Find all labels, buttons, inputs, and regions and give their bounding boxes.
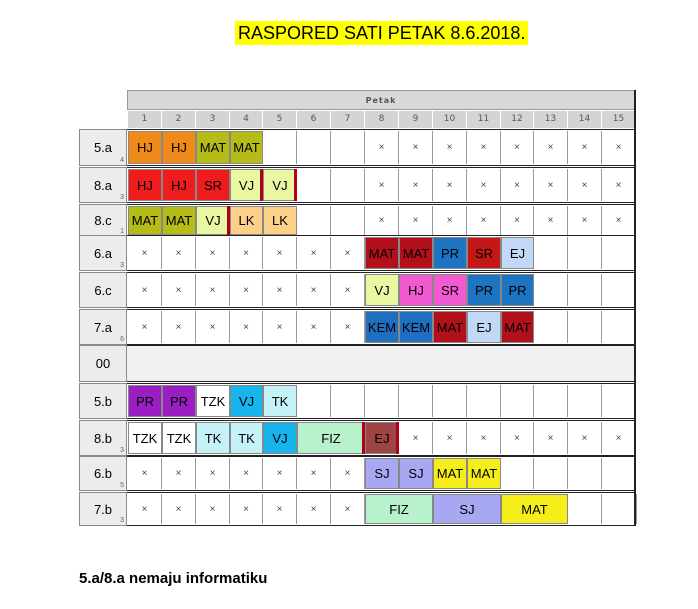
empty-cell <box>331 385 365 417</box>
class-label <box>79 383 127 419</box>
lesson-cell[interactable]: SJ <box>433 494 501 524</box>
class-name: 5.a <box>93 140 113 155</box>
unavailable-cell: × <box>162 311 196 343</box>
unavailable-cell: × <box>128 458 162 489</box>
unavailable-cell: × <box>297 311 331 343</box>
lesson-cell[interactable]: MAT <box>196 131 230 164</box>
unavailable-cell: × <box>196 237 230 269</box>
class-label <box>79 345 127 382</box>
unavailable-cell: × <box>467 422 501 454</box>
empty-cell <box>501 458 534 489</box>
unavailable-cell: × <box>196 494 230 524</box>
period-number: 2 <box>162 111 196 128</box>
empty-cell <box>365 385 399 417</box>
unavailable-cell: × <box>331 274 365 306</box>
empty-cell <box>602 385 636 417</box>
lesson-cell[interactable]: LK <box>263 206 297 235</box>
period-number: 10 <box>433 111 467 128</box>
class-name: 8.a <box>93 177 113 193</box>
unavailable-cell: × <box>467 169 501 201</box>
unavailable-cell: × <box>399 131 433 164</box>
empty-cell <box>568 237 602 269</box>
lesson-cell[interactable]: SJ <box>365 458 399 489</box>
lesson-cell[interactable]: LK <box>230 206 263 235</box>
class-label <box>79 492 127 526</box>
unavailable-cell: × <box>399 422 433 454</box>
lesson-cell[interactable]: VJ <box>263 169 297 201</box>
class-label <box>79 129 127 166</box>
unavailable-cell: × <box>230 311 263 343</box>
lesson-cell[interactable]: TK <box>230 422 263 454</box>
unavailable-cell: × <box>297 237 331 269</box>
lesson-cell[interactable]: VJ <box>196 206 230 235</box>
page-title: RASPORED SATI PETAK 8.6.2018. <box>235 21 528 45</box>
lesson-cell[interactable]: MAT <box>128 206 162 235</box>
lesson-cell[interactable]: HJ <box>128 169 162 201</box>
lesson-cell[interactable]: MAT <box>365 237 399 269</box>
unavailable-cell: × <box>263 458 297 489</box>
unavailable-cell: × <box>128 311 162 343</box>
class-subscript: 3 <box>120 262 124 269</box>
lesson-cell[interactable]: MAT <box>230 131 263 164</box>
lesson-cell[interactable]: MAT <box>433 458 467 489</box>
unavailable-cell: × <box>331 494 365 524</box>
unavailable-cell: × <box>128 274 162 306</box>
unavailable-cell: × <box>162 494 196 524</box>
unavailable-cell: × <box>568 131 602 164</box>
unavailable-cell: × <box>433 206 467 235</box>
unavailable-cell: × <box>263 494 297 524</box>
lesson-cell[interactable]: HJ <box>162 169 196 201</box>
period-number: 12 <box>501 111 534 128</box>
unavailable-cell: × <box>230 494 263 524</box>
period-number: 3 <box>196 111 230 128</box>
unavailable-cell: × <box>196 274 230 306</box>
empty-cell <box>263 131 297 164</box>
empty-cell <box>568 494 602 524</box>
row-background <box>127 345 635 382</box>
empty-cell <box>534 458 568 489</box>
unavailable-cell: × <box>534 131 568 164</box>
unavailable-cell: × <box>365 131 399 164</box>
class-label <box>79 167 127 203</box>
period-number: 7 <box>331 111 365 128</box>
empty-cell <box>602 494 636 524</box>
lesson-cell[interactable]: EJ <box>501 237 534 269</box>
class-subscript: 3 <box>120 517 124 524</box>
class-name: 8.b <box>93 430 113 446</box>
lesson-cell[interactable]: SJ <box>399 458 433 489</box>
unavailable-cell: × <box>602 206 636 235</box>
empty-cell <box>534 237 568 269</box>
empty-cell <box>568 385 602 417</box>
lesson-cell[interactable]: KEM <box>365 311 399 343</box>
lesson-cell[interactable]: MAT <box>501 494 568 524</box>
lesson-cell[interactable]: FIZ <box>365 494 433 524</box>
lesson-cell[interactable]: MAT <box>399 237 433 269</box>
unavailable-cell: × <box>399 206 433 235</box>
empty-cell <box>602 237 636 269</box>
unavailable-cell: × <box>602 131 636 164</box>
period-number: 6 <box>297 111 331 128</box>
lesson-cell[interactable]: FIZ <box>297 422 365 454</box>
lesson-cell[interactable]: TK <box>263 385 297 417</box>
empty-cell <box>433 385 467 417</box>
unavailable-cell: × <box>297 274 331 306</box>
unavailable-cell: × <box>399 169 433 201</box>
unavailable-cell: × <box>230 237 263 269</box>
unavailable-cell: × <box>263 311 297 343</box>
unavailable-cell: × <box>433 422 467 454</box>
lesson-cell[interactable]: PR <box>501 274 534 306</box>
unavailable-cell: × <box>433 131 467 164</box>
lesson-cell[interactable]: TZK <box>196 385 230 417</box>
class-name: 7.a <box>93 319 113 335</box>
unavailable-cell: × <box>433 169 467 201</box>
unavailable-cell: × <box>568 422 602 454</box>
empty-cell <box>534 311 568 343</box>
class-name: 7.b <box>93 501 113 517</box>
lesson-cell[interactable]: MAT <box>501 311 534 343</box>
unavailable-cell: × <box>501 206 534 235</box>
lesson-cell[interactable]: VJ <box>230 169 263 201</box>
lesson-cell[interactable]: VJ <box>263 422 297 454</box>
unavailable-cell: × <box>331 237 365 269</box>
empty-cell <box>331 206 365 235</box>
empty-cell <box>534 385 568 417</box>
period-number: 5 <box>263 111 297 128</box>
empty-cell <box>297 169 331 201</box>
unavailable-cell: × <box>534 422 568 454</box>
unavailable-cell: × <box>297 494 331 524</box>
lesson-cell[interactable]: PR <box>128 385 162 417</box>
class-label <box>79 235 127 271</box>
class-subscript: 3 <box>120 194 124 201</box>
lesson-cell[interactable]: SR <box>433 274 467 306</box>
period-number: 1 <box>128 111 162 128</box>
unavailable-cell: × <box>534 206 568 235</box>
lesson-cell[interactable]: EJ <box>365 422 399 454</box>
lesson-cell[interactable]: TZK <box>128 422 162 454</box>
lesson-cell[interactable]: VJ <box>365 274 399 306</box>
lesson-cell[interactable]: MAT <box>467 458 501 489</box>
lesson-cell[interactable]: HJ <box>162 131 196 164</box>
class-label <box>79 309 127 345</box>
empty-cell <box>568 458 602 489</box>
lesson-cell[interactable]: PR <box>467 274 501 306</box>
unavailable-cell: × <box>501 422 534 454</box>
period-number: 4 <box>230 111 263 128</box>
unavailable-cell: × <box>230 274 263 306</box>
empty-cell <box>568 274 602 306</box>
period-number: 11 <box>467 111 501 128</box>
unavailable-cell: × <box>365 169 399 201</box>
lesson-cell[interactable]: PR <box>433 237 467 269</box>
unavailable-cell: × <box>230 458 263 489</box>
empty-cell <box>636 494 637 524</box>
unavailable-cell: × <box>501 169 534 201</box>
unavailable-cell: × <box>501 131 534 164</box>
class-label <box>79 420 127 456</box>
class-subscript: 6 <box>120 336 124 343</box>
empty-cell <box>534 274 568 306</box>
class-label <box>79 272 127 308</box>
empty-cell <box>602 311 636 343</box>
empty-cell <box>568 311 602 343</box>
lesson-cell[interactable]: EJ <box>467 311 501 343</box>
period-number: 13 <box>534 111 568 128</box>
grid-right-border <box>634 90 636 526</box>
unavailable-cell: × <box>263 237 297 269</box>
period-number: 9 <box>399 111 433 128</box>
unavailable-cell: × <box>162 237 196 269</box>
empty-cell <box>602 458 636 489</box>
unavailable-cell: × <box>568 206 602 235</box>
period-number: 15 <box>602 111 636 128</box>
unavailable-cell: × <box>365 206 399 235</box>
empty-cell <box>331 131 365 164</box>
unavailable-cell: × <box>196 311 230 343</box>
empty-cell <box>602 274 636 306</box>
class-subscript: 1 <box>120 228 124 235</box>
class-name: 6.c <box>94 282 112 298</box>
unavailable-cell: × <box>467 206 501 235</box>
lesson-cell[interactable]: SR <box>196 169 230 201</box>
empty-cell <box>501 385 534 417</box>
unavailable-cell: × <box>568 169 602 201</box>
unavailable-cell: × <box>263 274 297 306</box>
lesson-cell[interactable]: HJ <box>128 131 162 164</box>
class-subscript: 3 <box>120 447 124 454</box>
unavailable-cell: × <box>602 169 636 201</box>
unavailable-cell: × <box>331 458 365 489</box>
unavailable-cell: × <box>297 458 331 489</box>
empty-cell <box>331 169 365 201</box>
unavailable-cell: × <box>128 237 162 269</box>
class-name: 6.b <box>93 466 113 481</box>
unavailable-cell: × <box>534 169 568 201</box>
lesson-cell[interactable]: PR <box>162 385 196 417</box>
unavailable-cell: × <box>602 422 636 454</box>
empty-cell <box>297 131 331 164</box>
period-number: 14 <box>568 111 602 128</box>
lesson-cell[interactable]: MAT <box>433 311 467 343</box>
class-name: 5.b <box>93 393 113 409</box>
unavailable-cell: × <box>162 274 196 306</box>
lesson-cell[interactable]: HJ <box>399 274 433 306</box>
lesson-cell[interactable]: VJ <box>230 385 263 417</box>
empty-cell <box>467 385 501 417</box>
class-label <box>79 204 127 237</box>
class-label <box>79 456 127 491</box>
lesson-cell[interactable]: SR <box>467 237 501 269</box>
day-header: Petak <box>127 90 635 110</box>
unavailable-cell: × <box>128 494 162 524</box>
class-subscript: 5 <box>120 482 124 489</box>
note-text: 5.a/8.a nemaju informatiku <box>79 570 268 587</box>
empty-cell <box>297 385 331 417</box>
lesson-cell[interactable]: TK <box>196 422 230 454</box>
empty-cell <box>297 206 331 235</box>
lesson-cell[interactable]: TZK <box>162 422 196 454</box>
empty-cell <box>399 385 433 417</box>
lesson-cell[interactable]: KEM <box>399 311 433 343</box>
lesson-cell[interactable]: MAT <box>162 206 196 235</box>
unavailable-cell: × <box>196 458 230 489</box>
class-subscript: 4 <box>120 157 124 164</box>
period-number: 8 <box>365 111 399 128</box>
class-name: 00 <box>95 356 111 371</box>
class-name: 8.c <box>94 213 112 228</box>
unavailable-cell: × <box>467 131 501 164</box>
unavailable-cell: × <box>162 458 196 489</box>
class-name: 6.a <box>93 245 113 261</box>
unavailable-cell: × <box>331 311 365 343</box>
